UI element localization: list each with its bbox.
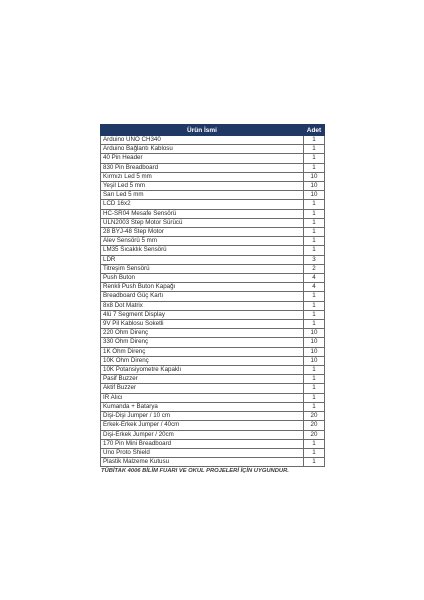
table-row: [101, 329, 325, 338]
table-row: [101, 421, 325, 430]
parts-table: [100, 124, 325, 467]
product-name-cell: Arduino UNO CH340: [101, 136, 304, 145]
table-row: [101, 255, 325, 264]
table-row: [101, 412, 325, 421]
product-name-cell: 8x8 Dot Matrix: [101, 301, 304, 310]
quantity-cell: 1: [304, 136, 325, 145]
quantity-cell: 1: [304, 310, 325, 319]
product-name-cell: HC-SR04 Mesafe Sensörü: [101, 209, 304, 218]
product-name-cell: Renkli Push Buton Kapağı: [101, 283, 304, 292]
table-row: [101, 384, 325, 393]
table-row: [101, 310, 325, 319]
product-name-cell: 40 Pin Header: [101, 154, 304, 163]
table-row: [101, 347, 325, 356]
product-name-cell: Aktif Buzzer: [101, 384, 304, 393]
product-name-cell: Yeşil Led 5 mm: [101, 182, 304, 191]
quantity-cell: 1: [304, 384, 325, 393]
table-row: [101, 218, 325, 227]
parts-list-sheet: [100, 124, 324, 474]
product-name-cell: Erkek-Erkek Jumper / 40cm: [101, 421, 304, 430]
quantity-cell: 1: [304, 228, 325, 237]
product-name-cell: 10K Ohm Direnç: [101, 356, 304, 365]
table-row: [101, 356, 325, 365]
product-name-cell: 330 Ohm Direnç: [101, 338, 304, 347]
product-name-cell: 1K Ohm Direnç: [101, 347, 304, 356]
table-row: [101, 274, 325, 283]
table-row: [101, 430, 325, 439]
product-name-cell: Uno Proto Shield: [101, 448, 304, 457]
table-row: [101, 145, 325, 154]
product-name-cell: Push Buton: [101, 274, 304, 283]
table-row: [101, 154, 325, 163]
product-name-cell: Kırmızı Led 5 mm: [101, 172, 304, 181]
quantity-cell: 4: [304, 283, 325, 292]
table-row: [101, 301, 325, 310]
table-row: [101, 448, 325, 457]
table-row: [101, 136, 325, 145]
quantity-cell: 10: [304, 347, 325, 356]
quantity-cell: 1: [304, 218, 325, 227]
table-row: [101, 366, 325, 375]
product-name-cell: LCD 16x2: [101, 200, 304, 209]
table-row: [101, 283, 325, 292]
table-row: [101, 182, 325, 191]
table-row: [101, 292, 325, 301]
quantity-cell: 10: [304, 172, 325, 181]
quantity-cell: 1: [304, 320, 325, 329]
product-name-cell: Dişi-Dişi Jumper / 10 cm: [101, 412, 304, 421]
table-row: [101, 338, 325, 347]
table-row: [101, 439, 325, 448]
table-row: [101, 237, 325, 246]
quantity-cell: 3: [304, 255, 325, 264]
product-name-cell: 9V Pil Kablosu Soketli: [101, 320, 304, 329]
suitability-footnote: TÜBİTAK 4006 BİLİM FUARI VE OKUL PROJELERİ İÇİN UYGUNDUR.: [101, 468, 289, 475]
table-row: [101, 209, 325, 218]
quantity-cell: 1: [304, 145, 325, 154]
quantity-cell: 1: [304, 402, 325, 411]
quantity-cell: 1: [304, 246, 325, 255]
quantity-cell: 10: [304, 338, 325, 347]
quantity-cell: 1: [304, 163, 325, 172]
quantity-cell: 1: [304, 439, 325, 448]
table-row: [101, 191, 325, 200]
column-header-quantity: Adet: [304, 125, 325, 136]
table-row: [101, 264, 325, 273]
quantity-cell: 1: [304, 366, 325, 375]
product-name-cell: 170 Pin Mini Breadboard: [101, 439, 304, 448]
table-row: [101, 320, 325, 329]
table-header-row: [101, 125, 325, 136]
quantity-cell: 1: [304, 458, 325, 467]
table-row: [101, 163, 325, 172]
quantity-cell: 10: [304, 191, 325, 200]
product-name-cell: Pasif Buzzer: [101, 375, 304, 384]
table-row: [101, 393, 325, 402]
parts-table-body: [101, 136, 325, 467]
product-name-cell: Sarı Led 5 mm: [101, 191, 304, 200]
quantity-cell: 4: [304, 274, 325, 283]
quantity-cell: 2: [304, 264, 325, 273]
quantity-cell: 1: [304, 292, 325, 301]
product-name-cell: Alev Sensörü 5 mm: [101, 237, 304, 246]
product-name-cell: Arduino Bağlantı Kablosu: [101, 145, 304, 154]
quantity-cell: 1: [304, 448, 325, 457]
table-row: [101, 200, 325, 209]
product-name-cell: 220 Ohm Direnç: [101, 329, 304, 338]
quantity-cell: 20: [304, 430, 325, 439]
product-name-cell: 830 Pin Breadboard: [101, 163, 304, 172]
quantity-cell: 1: [304, 209, 325, 218]
quantity-cell: 1: [304, 237, 325, 246]
table-row: [101, 458, 325, 467]
table-row: [101, 402, 325, 411]
product-name-cell: ULN2003 Step Motor Sürücü: [101, 218, 304, 227]
quantity-cell: 20: [304, 421, 325, 430]
product-name-cell: 10K Potansiyometre Kapaklı: [101, 366, 304, 375]
quantity-cell: 20: [304, 412, 325, 421]
quantity-cell: 1: [304, 154, 325, 163]
product-name-cell: 4lü 7 Segment Display: [101, 310, 304, 319]
table-row: [101, 228, 325, 237]
column-header-product-name: Ürün İsmi: [101, 125, 304, 136]
quantity-cell: 1: [304, 375, 325, 384]
product-name-cell: LDR: [101, 255, 304, 264]
quantity-cell: 10: [304, 329, 325, 338]
product-name-cell: LM35 Sıcaklık Sensörü: [101, 246, 304, 255]
product-name-cell: Titreşim Sensörü: [101, 264, 304, 273]
table-row: [101, 172, 325, 181]
quantity-cell: 1: [304, 301, 325, 310]
product-name-cell: IR Alıcı: [101, 393, 304, 402]
table-row: [101, 246, 325, 255]
quantity-cell: 1: [304, 393, 325, 402]
quantity-cell: 10: [304, 182, 325, 191]
product-name-cell: Breadboard Güç Kartı: [101, 292, 304, 301]
product-name-cell: Dişi-Erkek Jumper / 20cm: [101, 430, 304, 439]
product-name-cell: 28 BYJ-48 Step Motor: [101, 228, 304, 237]
product-name-cell: Plastik Malzeme Kutusu: [101, 458, 304, 467]
quantity-cell: 1: [304, 200, 325, 209]
product-name-cell: Kumanda + Batarya: [101, 402, 304, 411]
quantity-cell: 10: [304, 356, 325, 365]
table-row: [101, 375, 325, 384]
